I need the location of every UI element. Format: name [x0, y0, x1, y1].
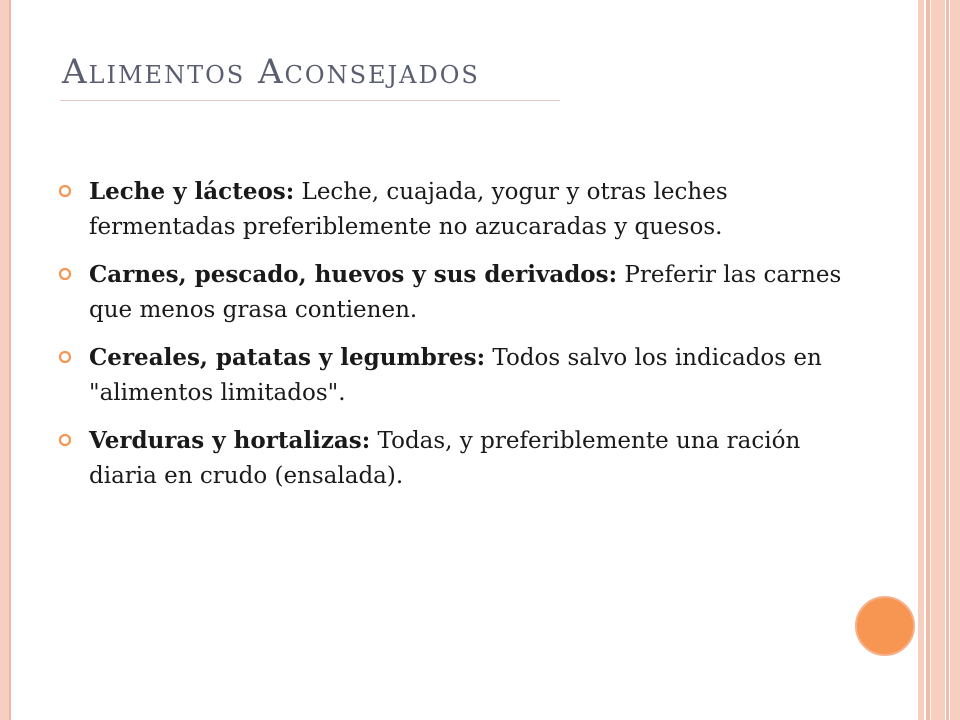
right-frame-stripe: [926, 0, 930, 720]
item-text: Leche, cuajada, yogur y otras leches fermentadas preferiblemente no azucaradas y quesos.: [89, 179, 728, 240]
item-label: Carnes, pescado, huevos y sus derivados:: [89, 261, 618, 288]
item-text: Todos salvo los indicados en "alimentos limitados".: [89, 345, 822, 406]
right-frame-stripe: [931, 0, 945, 720]
list-item: [58, 257, 848, 328]
right-frame-stripe: [918, 0, 924, 720]
title-underline: [60, 100, 560, 101]
item-text: Todas, y preferiblemente una ración diaria en crudo (ensalada).: [89, 428, 801, 489]
right-frame-stripe: [950, 0, 960, 720]
bullet-ring-icon: [58, 267, 72, 281]
item-text: Preferir las carnes que menos grasa contienen.: [89, 262, 842, 323]
bullet-list: [58, 174, 848, 506]
slide-title: Alimentos Aconsejados: [62, 52, 480, 92]
item-label: Verduras y hortalizas:: [89, 427, 371, 454]
left-frame-border: [0, 0, 11, 720]
decorative-circle: [855, 596, 915, 656]
right-frame-stripe: [946, 0, 949, 720]
list-item: [58, 423, 848, 494]
list-item: [58, 340, 848, 411]
item-label: Leche y lácteos:: [89, 178, 295, 205]
item-label: Cereales, patatas y legumbres:: [89, 344, 486, 371]
list-item: [58, 174, 848, 245]
bullet-ring-icon: [58, 433, 72, 447]
bullet-ring-icon: [58, 350, 72, 364]
bullet-ring-icon: [58, 184, 72, 198]
